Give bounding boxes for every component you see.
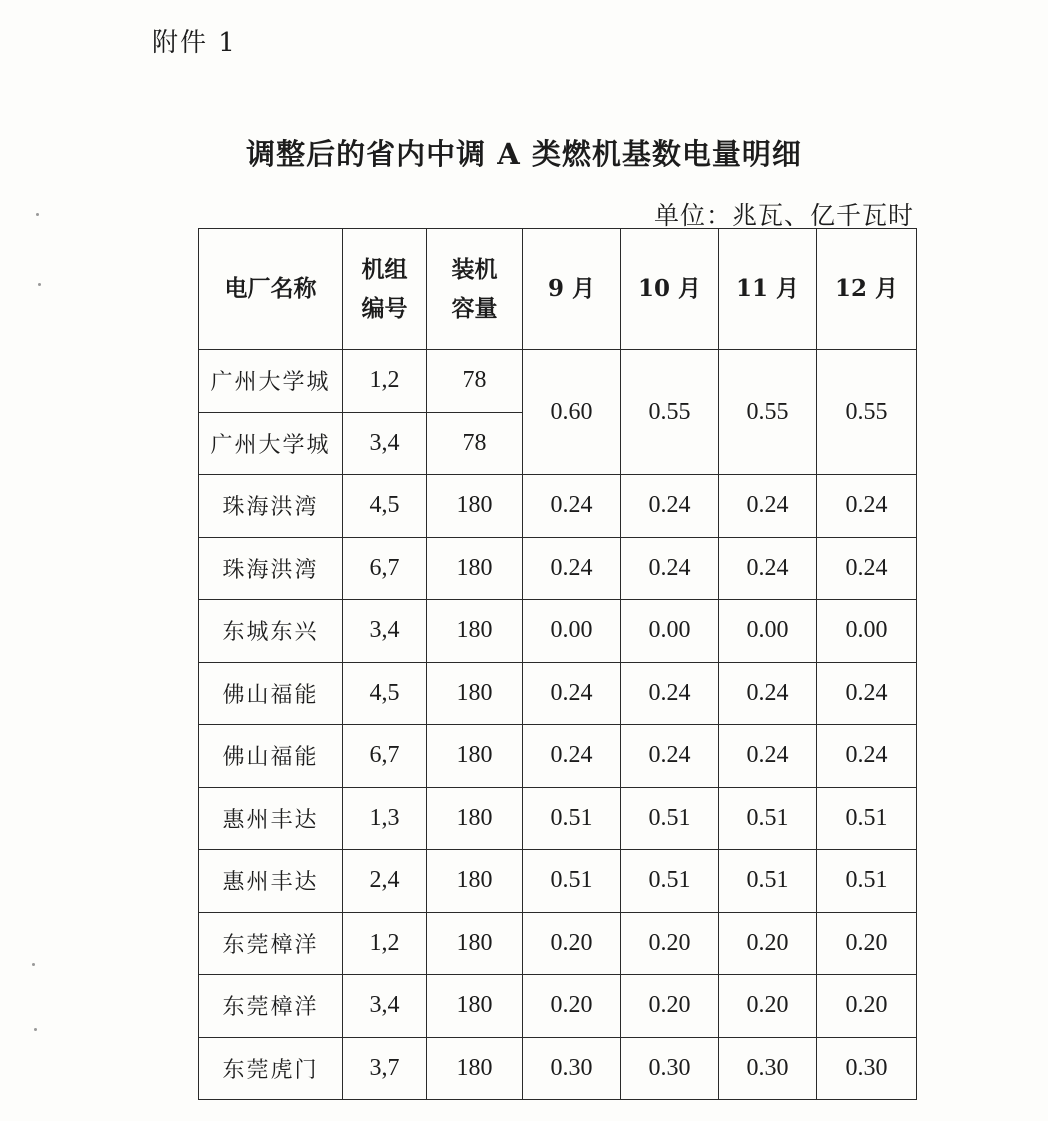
- cell-oct: 0.00: [621, 600, 719, 663]
- cell-unit: 1,2: [343, 350, 427, 413]
- cell-capacity: 180: [427, 1037, 523, 1100]
- cell-unit: 4,5: [343, 662, 427, 725]
- cell-sep-merged: 0.60: [523, 350, 621, 475]
- scan-speck: [38, 283, 41, 286]
- cell-oct: 0.24: [621, 662, 719, 725]
- scan-speck: [32, 963, 35, 966]
- document-title: 调整后的省内中调 A 类燃机基数电量明细: [246, 137, 802, 171]
- cell-sep: 0.24: [523, 537, 621, 600]
- cell-plant: 惠州丰达: [199, 787, 343, 850]
- table-row: [199, 662, 917, 725]
- unit-note: 单位：兆瓦、亿千瓦时: [653, 201, 914, 230]
- cell-dec: 0.51: [817, 787, 917, 850]
- cell-plant: 广州大学城: [199, 412, 343, 475]
- cell-dec: 0.00: [817, 600, 917, 663]
- cell-nov: 0.24: [719, 662, 817, 725]
- cell-nov-merged: 0.55: [719, 350, 817, 475]
- header-oct: 10 月: [621, 229, 719, 350]
- cell-nov: 0.51: [719, 850, 817, 913]
- cell-sep: 0.00: [523, 600, 621, 663]
- cell-capacity: 180: [427, 475, 523, 538]
- table-row: [199, 850, 917, 913]
- cell-dec: 0.51: [817, 850, 917, 913]
- cell-dec: 0.20: [817, 975, 917, 1038]
- cell-dec: 0.24: [817, 475, 917, 538]
- cell-unit: 4,5: [343, 475, 427, 538]
- cell-capacity: 180: [427, 912, 523, 975]
- cell-oct-merged: 0.55: [621, 350, 719, 475]
- cell-dec: 0.24: [817, 725, 917, 788]
- cell-oct: 0.24: [621, 475, 719, 538]
- cell-capacity: 180: [427, 600, 523, 663]
- cell-oct: 0.30: [621, 1037, 719, 1100]
- cell-oct: 0.20: [621, 975, 719, 1038]
- cell-unit: 3,7: [343, 1037, 427, 1100]
- table-row: [199, 975, 917, 1038]
- cell-nov: 0.24: [719, 475, 817, 538]
- cell-capacity: 78: [427, 412, 523, 475]
- header-capacity: 装机 容量: [427, 229, 523, 350]
- table-row: [199, 350, 917, 413]
- cell-capacity: 180: [427, 537, 523, 600]
- cell-sep: 0.24: [523, 725, 621, 788]
- cell-sep: 0.30: [523, 1037, 621, 1100]
- cell-dec: 0.30: [817, 1037, 917, 1100]
- cell-unit: 3,4: [343, 600, 427, 663]
- cell-oct: 0.24: [621, 725, 719, 788]
- cell-capacity: 78: [427, 350, 523, 413]
- cell-dec: 0.24: [817, 537, 917, 600]
- table-row: [199, 600, 917, 663]
- cell-unit: 1,3: [343, 787, 427, 850]
- cell-sep: 0.20: [523, 975, 621, 1038]
- cell-unit: 1,2: [343, 912, 427, 975]
- cell-plant: 惠州丰达: [199, 850, 343, 913]
- header-plant-name: 电厂名称: [199, 229, 343, 350]
- cell-sep: 0.51: [523, 850, 621, 913]
- scan-speck: [36, 213, 39, 216]
- cell-capacity: 180: [427, 975, 523, 1038]
- cell-nov: 0.20: [719, 975, 817, 1038]
- cell-unit: 3,4: [343, 412, 427, 475]
- header-dec: 12 月: [817, 229, 917, 350]
- attachment-label: 附件 1: [152, 28, 237, 58]
- cell-sep: 0.24: [523, 662, 621, 725]
- cell-plant: 广州大学城: [199, 350, 343, 413]
- cell-nov: 0.51: [719, 787, 817, 850]
- cell-dec: 0.20: [817, 912, 917, 975]
- cell-oct: 0.20: [621, 912, 719, 975]
- cell-plant: 东莞樟洋: [199, 912, 343, 975]
- cell-sep: 0.24: [523, 475, 621, 538]
- cell-oct: 0.51: [621, 787, 719, 850]
- cell-capacity: 180: [427, 787, 523, 850]
- cell-dec-merged: 0.55: [817, 350, 917, 475]
- cell-nov: 0.00: [719, 600, 817, 663]
- cell-nov: 0.20: [719, 912, 817, 975]
- data-table: [198, 228, 917, 1100]
- cell-capacity: 180: [427, 850, 523, 913]
- table-row: [199, 537, 917, 600]
- cell-sep: 0.20: [523, 912, 621, 975]
- cell-unit: 6,7: [343, 725, 427, 788]
- header-row: [199, 229, 917, 350]
- cell-plant: 佛山福能: [199, 662, 343, 725]
- header-nov: 11 月: [719, 229, 817, 350]
- cell-capacity: 180: [427, 725, 523, 788]
- cell-sep: 0.51: [523, 787, 621, 850]
- scan-speck: [34, 1028, 37, 1031]
- table-row: [199, 912, 917, 975]
- cell-unit: 3,4: [343, 975, 427, 1038]
- cell-nov: 0.24: [719, 537, 817, 600]
- header-sep: 9 月: [523, 229, 621, 350]
- cell-dec: 0.24: [817, 662, 917, 725]
- cell-unit: 6,7: [343, 537, 427, 600]
- cell-plant: 东城东兴: [199, 600, 343, 663]
- header-unit-number: 机组 编号: [343, 229, 427, 350]
- table-row: [199, 787, 917, 850]
- cell-plant: 珠海洪湾: [199, 537, 343, 600]
- table-row: [199, 475, 917, 538]
- cell-plant: 珠海洪湾: [199, 475, 343, 538]
- cell-oct: 0.51: [621, 850, 719, 913]
- cell-oct: 0.24: [621, 537, 719, 600]
- cell-plant: 东莞虎门: [199, 1037, 343, 1100]
- table-row: [199, 1037, 917, 1100]
- table-row: [199, 725, 917, 788]
- cell-plant: 佛山福能: [199, 725, 343, 788]
- cell-capacity: 180: [427, 662, 523, 725]
- cell-nov: 0.24: [719, 725, 817, 788]
- cell-unit: 2,4: [343, 850, 427, 913]
- cell-nov: 0.30: [719, 1037, 817, 1100]
- cell-plant: 东莞樟洋: [199, 975, 343, 1038]
